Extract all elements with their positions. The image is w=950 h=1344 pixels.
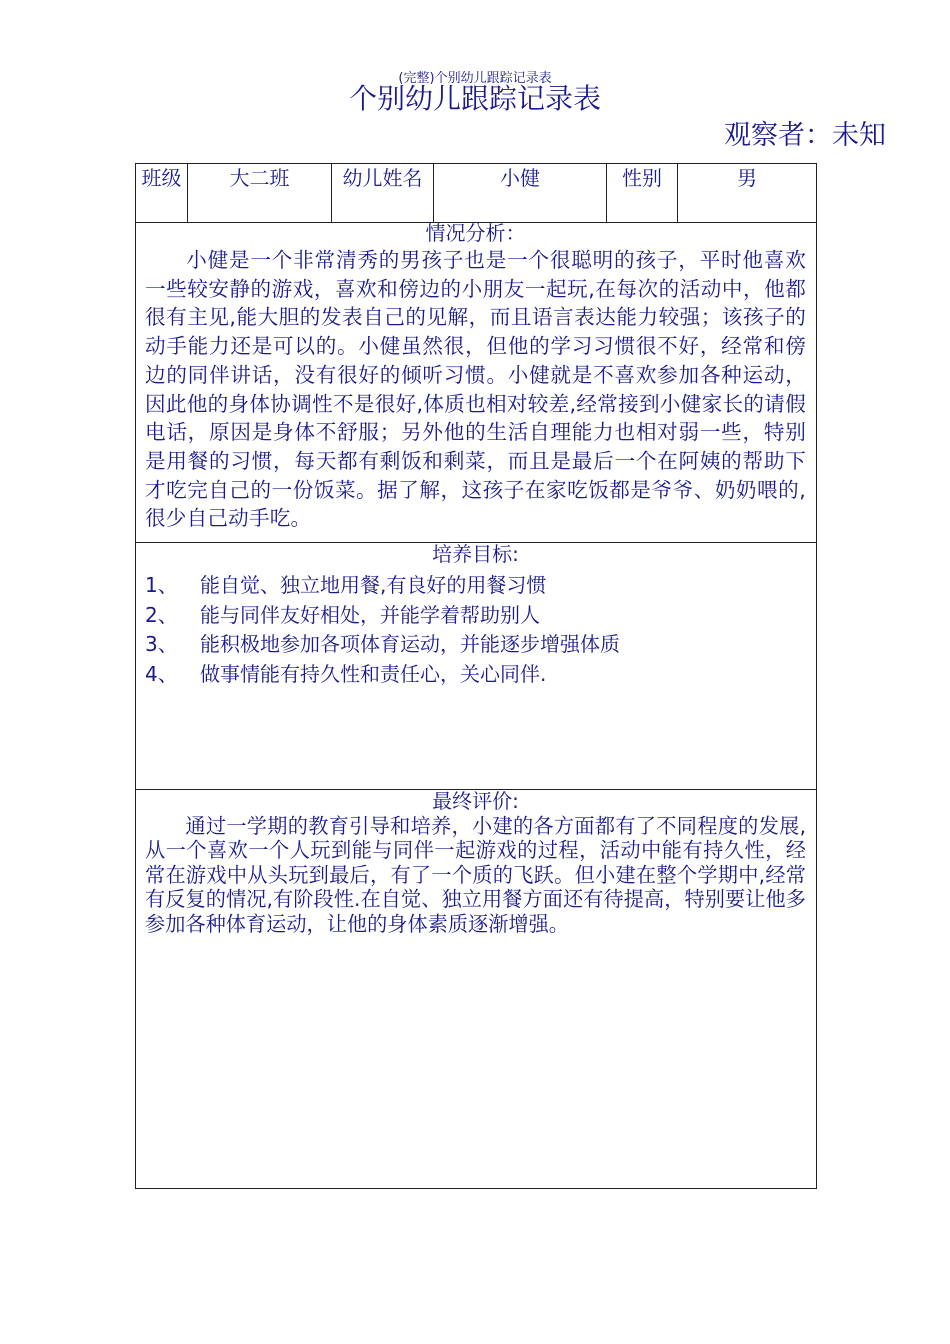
goal-text: 做事情能有持久性和责任心，关心同伴.: [200, 661, 547, 686]
goal-item: [145, 660, 806, 690]
goal-number: 3、: [145, 632, 178, 656]
goal-number: 4、: [145, 661, 178, 686]
info-row: [136, 164, 816, 223]
child-name-label-cell: 幼儿姓名: [332, 164, 434, 222]
record-table: [135, 163, 817, 1189]
evaluation-section: [136, 790, 816, 1188]
goal-text: 能积极地参加各项体育运动，并能逐步增强体质: [200, 632, 620, 656]
goals-list: [145, 571, 806, 689]
goal-number: 2、: [145, 602, 178, 627]
goals-heading: 培养目标:: [432, 542, 519, 566]
analysis-section: [136, 222, 816, 543]
page-title: 个别幼儿跟踪记录表: [348, 82, 601, 115]
analysis-heading: 情况分析：: [425, 221, 526, 245]
child-name-value-cell: 小健: [434, 164, 607, 222]
evaluation-heading: 最终评价:: [432, 789, 519, 813]
gender-label-cell: 性别: [607, 164, 678, 222]
goal-number: 1、: [145, 573, 178, 597]
goal-item: [145, 630, 806, 660]
goal-item: [145, 571, 806, 601]
evaluation-text: 通过一学期的教育引导和培养，小建的各方面都有了不同程度的发展,从一个喜欢一个人玩到能与同伴一起游戏的过程，活动中能有持久性，经常在游戏中从头玩到最后，有了一个质的飞跃。但小建在整个学期中,经常有反复的情况,有阶段性.在自觉、独立用餐方面还有待提高，特别要让他多参加各种体育运动，让他的身体素质逐渐增强。: [145, 814, 806, 936]
gender-value-cell: 男: [737, 166, 757, 190]
goal-text: 能与同伴友好相处，并能学着帮助别人: [200, 602, 540, 627]
class-label-cell: 班级: [136, 164, 188, 222]
goals-section: [136, 543, 816, 790]
class-value-cell: 大二班: [188, 164, 332, 222]
running-header: (完整)个别幼儿跟踪记录表: [398, 71, 552, 86]
goal-text: 能自觉、独立地用餐,有良好的用餐习惯: [200, 573, 547, 597]
goal-item: [145, 601, 806, 631]
observer-label: 观察者：未知: [724, 120, 886, 151]
analysis-text: 小健是一个非常清秀的男孩子也是一个很聪明的孩子，平时他喜欢一些较安静的游戏，喜欢和傍边的小朋友一起玩,在每次的活动中，他都很有主见,能大胆的发表自己的见解，而且语言表达能力较强；该孩子的动手能力还是可以的。小健虽然很，但他的学习习惯很不好，经常和傍边的同伴讲话，没有很好的倾听习惯。小健就是不喜欢参加各种运动，因此他的身体协调性不是很好,体质也相对较差,经常接到小健家长的请假电话，原因是身体不舒服；另外他的生活自理能力也相对弱一些，特别是用餐的习惯，每天都有剩饭和剩菜，而且是最后一个在阿姨的帮助下才吃完自己的一份饭菜。据了解，这孩子在家吃饭都是爷爷、奶奶喂的,很少自己动手吃。: [145, 248, 806, 531]
